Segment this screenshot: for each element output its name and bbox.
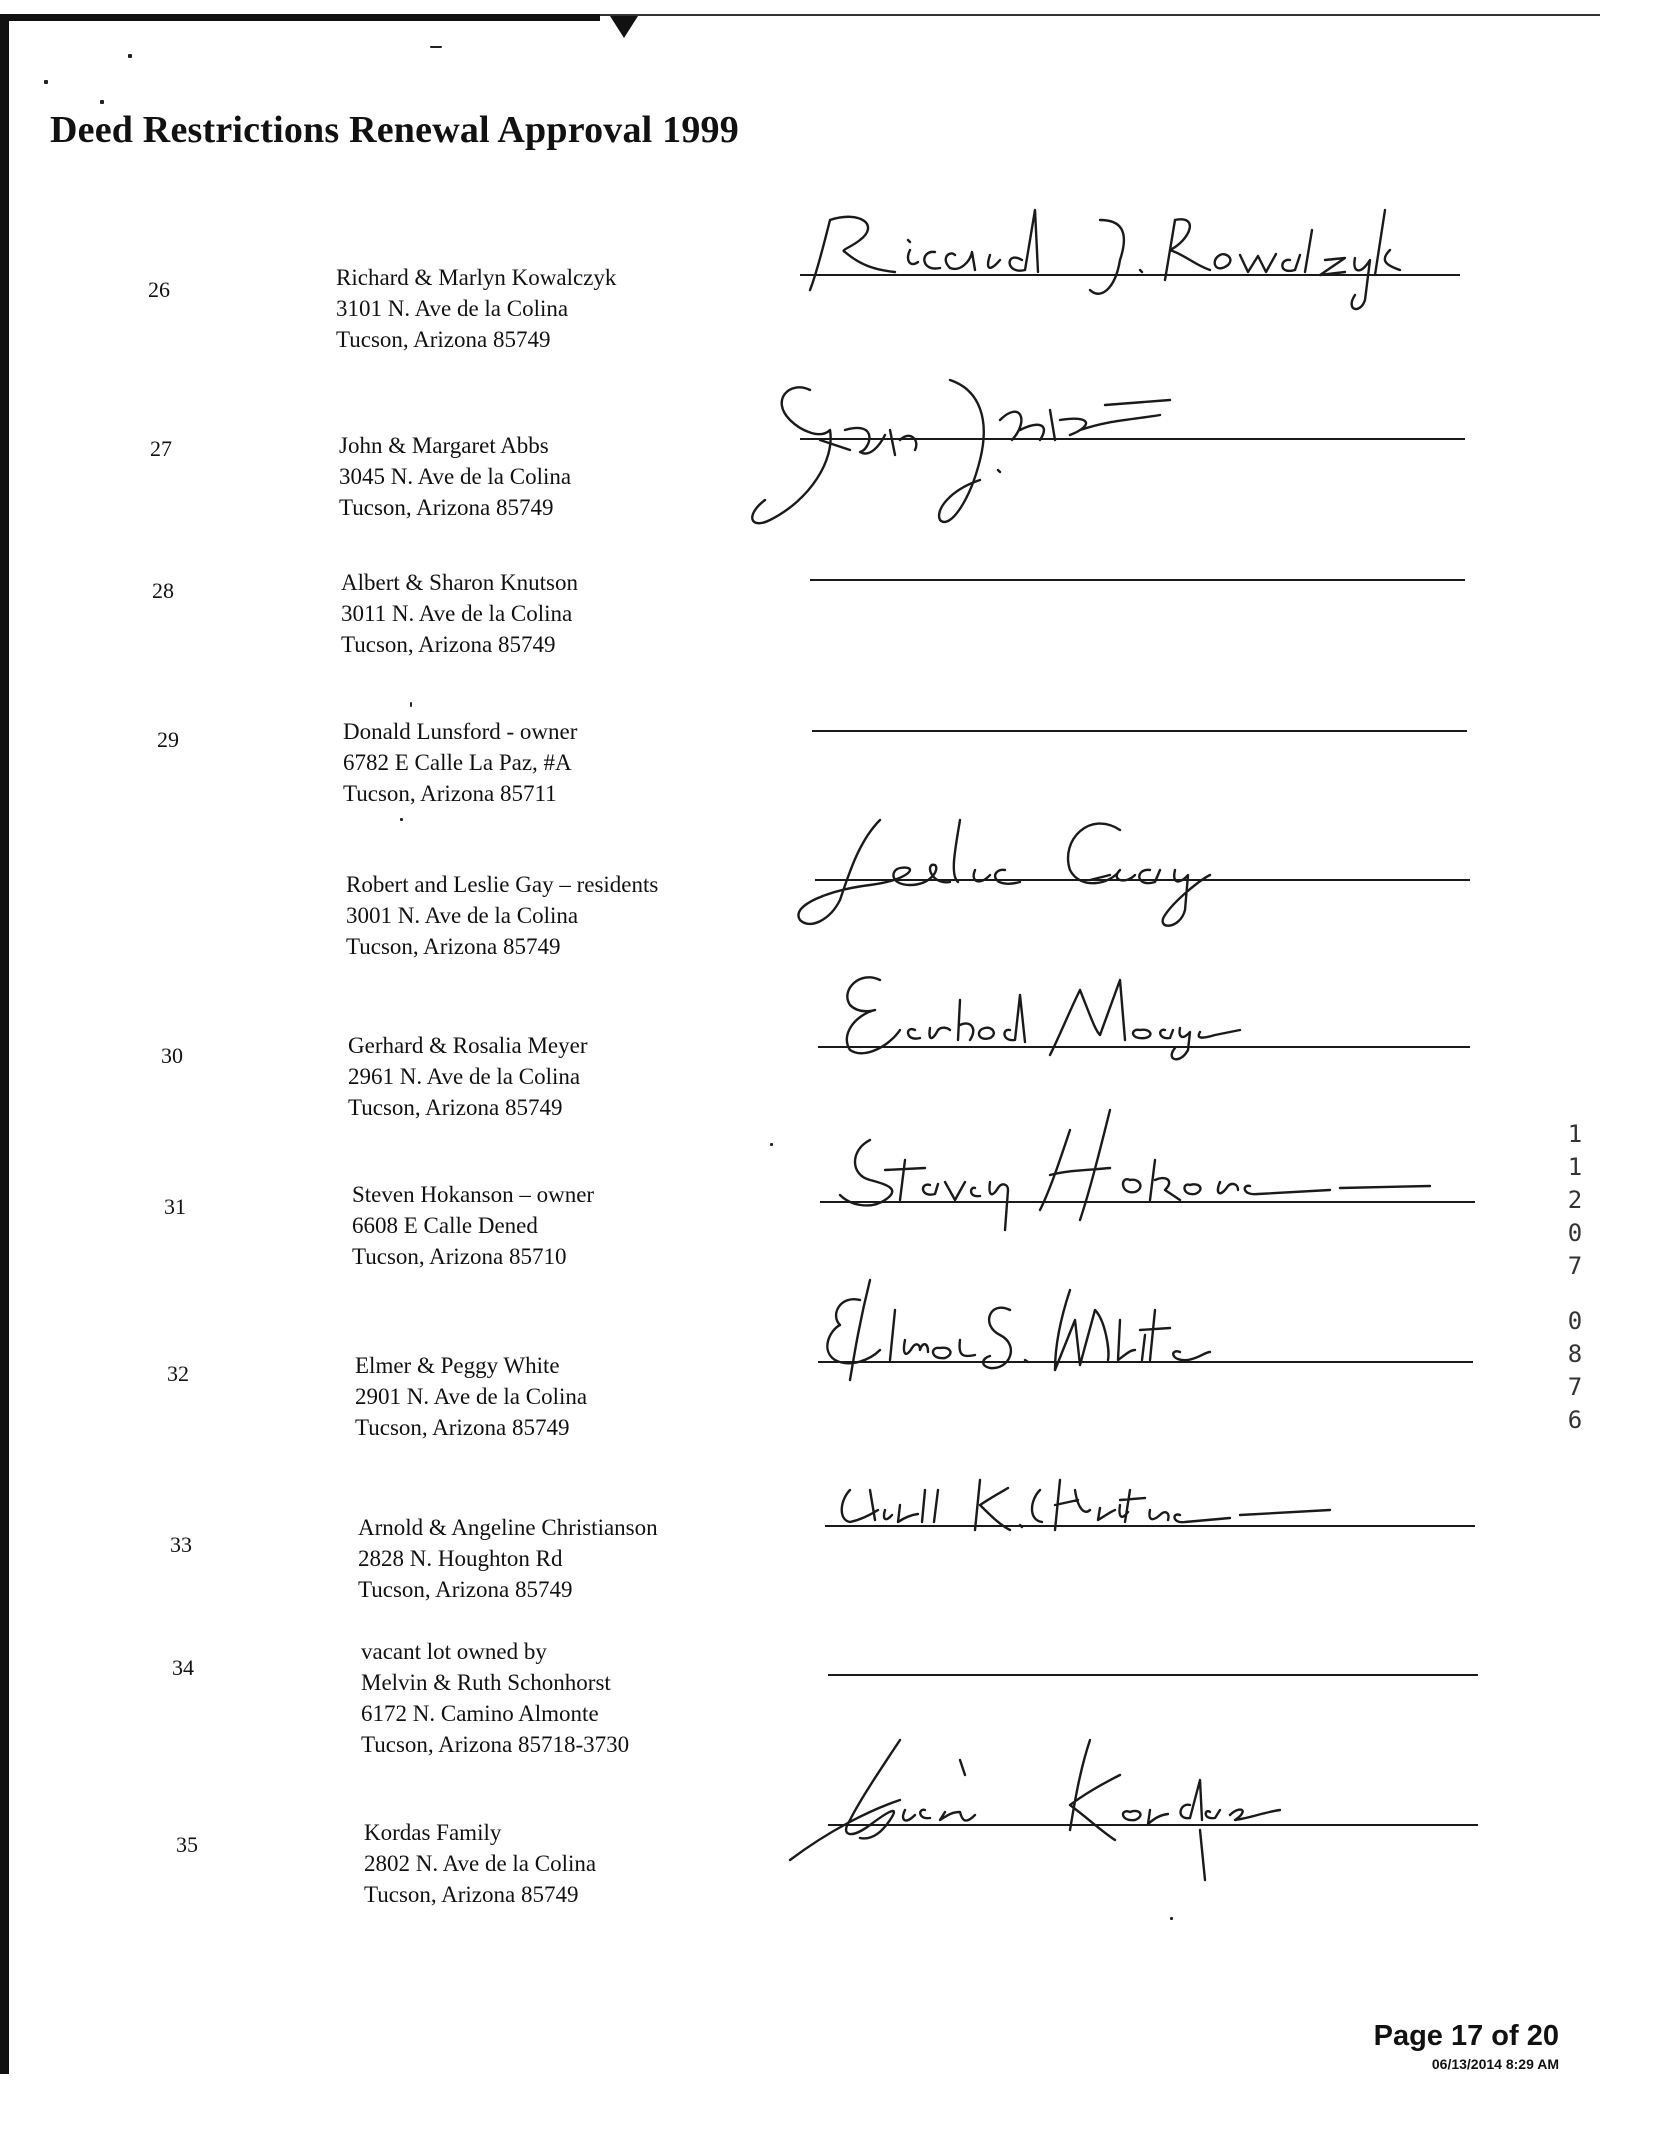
city-state-zip: Tucson, Arizona 85749 <box>348 1095 563 1120</box>
city-state-zip: Tucson, Arizona 85749 <box>339 495 554 520</box>
handwritten-signature <box>810 1260 1330 1400</box>
entry-number: 31 <box>164 1194 186 1219</box>
scan-speck <box>100 100 104 104</box>
stamp-digit: 0 <box>1567 1307 1583 1335</box>
stamp-digit: 0 <box>1567 1219 1583 1247</box>
entry-number: 35 <box>176 1832 198 1857</box>
entry-address <box>348 1030 588 1123</box>
entry-number: 30 <box>161 1043 183 1068</box>
owner-name: Albert & Sharon Knutson <box>341 570 579 595</box>
handwritten-signature <box>750 360 1270 540</box>
scan-speck <box>430 46 442 48</box>
handwritten-signature <box>790 1720 1390 1900</box>
owner-name: Arnold & Angeline Christianson <box>358 1515 658 1540</box>
street-address: 3001 N. Ave de la Colina <box>346 903 579 928</box>
owner-name: Kordas Family <box>364 1820 502 1845</box>
street-address: 6782 E Calle La Paz, #A <box>343 750 572 775</box>
owner-name: Richard & Marlyn Kowalczyk <box>336 265 617 290</box>
entry-number: 29 <box>157 727 179 752</box>
side-stamp-number <box>1560 1118 1590 1437</box>
owner-name: Donald Lunsford - owner <box>343 719 578 744</box>
entry-number: 34 <box>172 1655 194 1680</box>
city-state-zip: Tucson, Arizona 85749 <box>336 327 551 352</box>
scan-top-rule <box>0 14 600 21</box>
owner-name: John & Margaret Abbs <box>339 433 549 458</box>
city-state-zip: Tucson, Arizona 85710 <box>352 1244 567 1269</box>
stamp-digit: 1 <box>1567 1153 1583 1181</box>
signature-line <box>828 1674 1478 1676</box>
scan-speck <box>400 818 403 821</box>
handwritten-signature <box>790 790 1310 950</box>
scan-speck <box>128 54 132 58</box>
stamp-digit: 7 <box>1567 1373 1583 1401</box>
street-address: 2961 N. Ave de la Colina <box>348 1064 581 1089</box>
city-state-zip: Tucson, Arizona 85749 <box>364 1882 579 1907</box>
stamp-digit: 1 <box>1567 1120 1583 1148</box>
scan-speck <box>44 80 48 84</box>
page-title: Deed Restrictions Renewal Approval 1999 <box>50 109 739 151</box>
owner-label: vacant lot owned by <box>361 1639 547 1664</box>
entry-address <box>336 262 616 355</box>
entry-number: 26 <box>148 277 170 302</box>
signature-line <box>812 730 1467 732</box>
city-state-zip: Tucson, Arizona 85711 <box>343 781 557 806</box>
print-timestamp: 06/13/2014 8:29 AM <box>1431 2056 1559 2072</box>
street-address: 6608 E Calle Dened <box>352 1213 538 1238</box>
scan-speck <box>410 702 412 707</box>
stamp-digit: 7 <box>1567 1252 1583 1280</box>
signature-line <box>810 579 1465 581</box>
stamp-digit: 8 <box>1567 1340 1583 1368</box>
handwritten-signature <box>830 1460 1430 1550</box>
street-address: 3101 N. Ave de la Colina <box>336 296 569 321</box>
handwritten-signature <box>820 940 1340 1070</box>
street-address: 3045 N. Ave de la Colina <box>339 464 572 489</box>
street-address: 2901 N. Ave de la Colina <box>355 1384 588 1409</box>
handwritten-signature <box>800 180 1480 310</box>
entry-address <box>358 1512 658 1605</box>
owner-name: Robert and Leslie Gay – residents <box>346 872 659 897</box>
handwritten-signature <box>830 1090 1470 1240</box>
street-address: 2828 N. Houghton Rd <box>358 1546 563 1571</box>
city-state-zip: Tucson, Arizona 85749 <box>358 1577 573 1602</box>
owner-name: Melvin & Ruth Schonhorst <box>361 1670 611 1695</box>
entry-address <box>341 567 578 660</box>
stamp-digit: 2 <box>1567 1186 1583 1214</box>
entry-address <box>346 869 658 962</box>
entry-number: 32 <box>167 1361 189 1386</box>
stamp-digit: 6 <box>1567 1406 1583 1434</box>
entry-address <box>361 1636 629 1760</box>
city-state-zip: Tucson, Arizona 85749 <box>341 632 556 657</box>
city-state-zip: Tucson, Arizona 85749 <box>346 934 561 959</box>
street-address: 6172 N. Camino Almonte <box>361 1701 599 1726</box>
city-state-zip: Tucson, Arizona 85718-3730 <box>361 1732 630 1757</box>
entry-number: 33 <box>170 1532 192 1557</box>
entry-address <box>364 1817 596 1910</box>
scan-speck <box>770 1143 773 1146</box>
entry-number: 28 <box>152 578 174 603</box>
entry-address <box>339 430 571 523</box>
owner-name: Gerhard & Rosalia Meyer <box>348 1033 588 1058</box>
owner-name: Steven Hokanson – owner <box>352 1182 595 1207</box>
scan-edge-bar <box>0 14 9 2074</box>
page-number: Page 17 of 20 <box>1373 2020 1559 2052</box>
scan-top-rule-thin <box>600 14 1600 16</box>
entry-number: 27 <box>150 436 172 461</box>
city-state-zip: Tucson, Arizona 85749 <box>355 1415 570 1440</box>
owner-name: Elmer & Peggy White <box>355 1353 560 1378</box>
street-address: 3011 N. Ave de la Colina <box>341 601 573 626</box>
entry-address <box>343 716 577 809</box>
entry-address <box>352 1179 594 1272</box>
scan-speck <box>1170 1917 1173 1920</box>
entry-address <box>355 1350 587 1443</box>
stamp-gap <box>1560 1283 1590 1305</box>
street-address: 2802 N. Ave de la Colina <box>364 1851 597 1876</box>
scan-notch-mark <box>610 16 638 38</box>
